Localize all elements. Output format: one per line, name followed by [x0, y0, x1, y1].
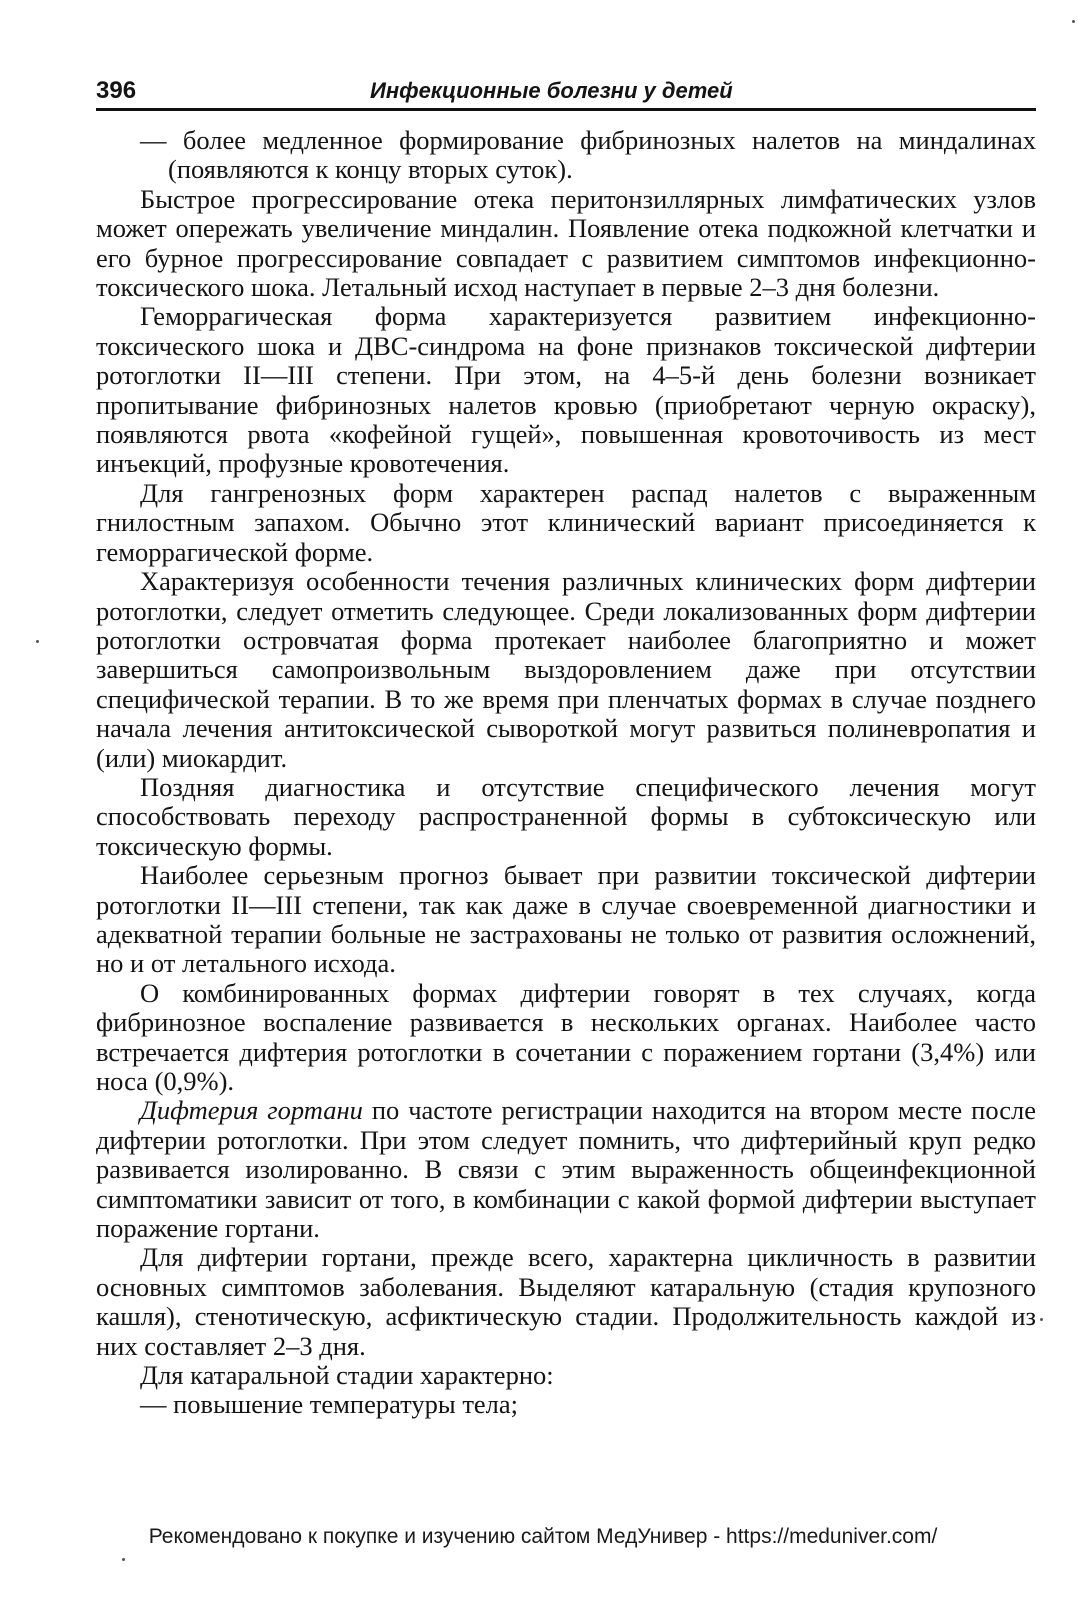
list-item-temperature: — повышение температуры тела; [140, 1389, 519, 1420]
footer-recommendation: Рекомендовано к покупке и изучению сайтом МедУнивер - https://meduniver.com/ [148, 1525, 938, 1548]
page-number: 396 [96, 77, 137, 104]
scan-speck [122, 1558, 125, 1561]
paragraph-slow-membranes: — более медленное формирование фибринозных налетов на миндалинах (появляются к концу вторых суток). [140, 125, 1036, 185]
scan-speck [1072, 20, 1075, 23]
scan-speck [1040, 1318, 1043, 1321]
page-header [96, 72, 1036, 112]
paragraph-gangrenous-form: Для гангренозных форм характерен распад налетов с выраженным гнилостным запахом. Обычно этот клинический вариант присоединяется к геморрагической форме. [96, 477, 1036, 567]
paragraph-late-diagnosis: Поздняя диагностика и отсутствие специфического лечения могут способствовать переходу распространенной формы в субтоксическую или токсическую формы. [96, 771, 1036, 861]
paragraph-catarrhal-stage: Для катаральной стадии характерно: [140, 1360, 554, 1391]
running-title: Инфекционные болезни у детей [370, 78, 733, 103]
term-laryngeal-diphtheria: Дифтерия гортани [140, 1095, 363, 1126]
paragraph-laryngeal-diphtheria [96, 1096, 1036, 1243]
paragraph-hemorrhagic-form: Геморрагическая форма характеризуется развитием инфекционно-токсического шока и ДВС-синдрома на фоне признаков токсической дифтерии ротоглотки II—III степени. При этом, на 4–5-й день болезни возникает пропитывание фибринозных налетов кровью (приобретают черную окраску), появляются рвота «кофейной гущей», повышенная кровоточивость из мест инъекций, профузные кровотечения. [96, 301, 1036, 479]
body-text [96, 126, 1036, 1420]
scan-speck [36, 640, 39, 643]
paragraph-clinical-course: Характеризуя особенности течения различных клинических форм дифтерии ротоглотки, следует отметить следующее. Среди локализованных форм дифтерии ротоглотки островчатая форма протекает наиболее благоприятно и может завершиться самопроизвольным выздоровлением даже при отсутствии специфической терапии. В то же время при пленчатых формах в случае позднего начала лечения антитоксической сывороткой могут развиться полиневропатия и (или) миокардит. [96, 566, 1036, 773]
paragraph-laryngeal-diphtheria-text: по частоте регистрации находится на втором месте после дифтерии ротоглотки. При этом следует помнить, что дифтерийный круп редко развивается изолированно. В связи с этим выраженность общеинфекционной симптоматики зависит от того, в комбинации с какой формой дифтерии выступает поражение гортани. [96, 1095, 1036, 1244]
header-rule [96, 108, 1036, 111]
paragraph-lymph-nodes: Быстрое прогрессирование отека перитонзиллярных лимфатических узлов может опережать увеличение миндалин. Появление отека подкожной клетчатки и его бурное прогрессирование совпадает с развитием симптомов инфекционно-токсического шока. Летальный исход наступает в первые 2–3 дня болезни. [96, 183, 1036, 303]
paragraph-prognosis: Наиболее серьезным прогноз бывает при развитии токсической дифтерии ротоглотки II—III степени, так как даже в случае своевременной диагностики и адекватной терапии больные не застрахованы не только от развития осложнений, но и от летального исхода. [96, 860, 1036, 979]
paragraph-stages: Для дифтерии гортани, прежде всего, характерна цикличность в развитии основных симптомов заболевания. Выделяют катаральную (стадия крупозного кашля), стенотическую, асфиктическую стадии. Продолжительность каждой из них составляет 2–3 дня. [96, 1242, 1036, 1361]
paragraph-combined-forms: О комбинированных формах дифтерии говорят в тех случаях, когда фибринозное воспаление развивается в нескольких органах. Наиболее часто встречается дифтерия ротоглотки в сочетании с поражением гортани (3,4%) или носа (0,9%). [96, 977, 1036, 1096]
